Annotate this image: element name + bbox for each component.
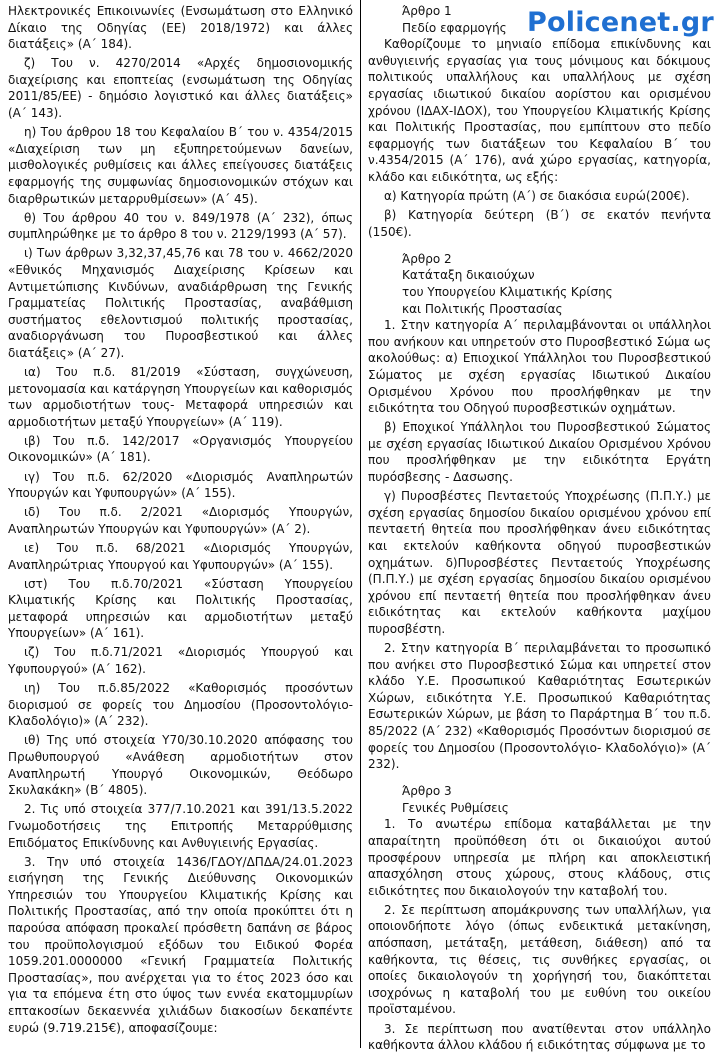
left-column (8, 3, 353, 1039)
article-3-number: Άρθρο 3 (402, 784, 452, 799)
paragraph: 3. Σε περίπτωση που ανατίθενται στον υπάλληλο καθήκοντα άλλου κλάδου ή ειδικότητας σύμφωνα με το (368, 1021, 711, 1053)
article-2-title: Κατάταξη δικαιούχων (402, 268, 535, 283)
paragraph: β) Εποχικοί Υπάλληλοι του Πυροσβεστικού Σώματος με σχέση εργασίας Ιδιωτικού Δικαίου Ορισμένου Χρόνου που προσλήφθηκαν με την ειδικότητα Εργάτη πυρόσβεσης - Δασωσης. (368, 420, 711, 485)
paragraph: ια) Του π.δ. 81/2019 «Σύσταση, συγχώνευση, μετονομασία και κατάργηση Υπουργείων και καθορισμός των αρμοδιοτήτων τους- Μεταφορά υπηρεσιών και αρμοδιοτήτων μεταξύ Υπουργείων» (Α΄ 119). (8, 364, 353, 429)
paragraph: 1. Το ανωτέρω επίδομα καταβάλλεται με την απαραίτητη προϋπόθεση ότι οι δικαιούχοι αυτού προσφέρουν υπηρεσία με πλήρη και αποκλειστική απασχόληση στους χώρους, στους κλάδους, στις ειδικότητες που δικαιολογούν την καταβολή του. (368, 817, 711, 898)
right-column (368, 3, 711, 1056)
article-2-number: Άρθρο 2 (402, 251, 452, 266)
column-divider (360, 0, 361, 1048)
paragraph: ιστ) Του π.δ.70/2021 «Σύσταση Υπουργείου Κλιματικής Κρίσης και Πολιτικής Προστασίας, μεταφορά υπηρεσιών και αρμοδιοτήτων μεταξύ Υπουργείων» (Α΄ 161). (8, 576, 353, 641)
paragraph: θ) Του άρθρου 40 του ν. 849/1978 (Α΄ 232), όπως συμπληρώθηκε με το άρθρο 8 του ν. 2129/1993 (Α΄ 57). (8, 210, 353, 242)
article-2-title-line: και Πολιτικής Προστασίας (402, 301, 563, 316)
paragraph: 2. Τις υπό στοιχεία 377/7.10.2021 και 391/13.5.2022 Γνωμοδοτήσεις της Επιτροπής Μεταρρύθμισης Επιδόματος Επικίνδυνης και Ανθυγιεινής Εργασίας. (8, 802, 353, 850)
paragraph: ιη) Του π.δ.85/2022 «Καθορισμός προσόντων διορισμού σε φορείς του Δημοσίου (Προσοντολόγιο-Κλαδολόγιο)» (Α΄ 232). (8, 681, 353, 729)
article-3-title: Γενικές Ρυθμίσεις (402, 800, 509, 815)
paragraph: η) Του άρθρου 18 του Κεφαλαίου Β΄ του ν. 4354/2015 «Διαχείριση των μη εξυπηρετούμενων δανείων, μισθολογικές ρυθμίσεις και άλλες επείγουσες διατάξεις εφαρμογής της συμφωνίας δημοσιονομικών στόχων και διαρθρωτικών μεταρρυθμίσεων» (Α΄ 45). (8, 125, 353, 206)
paragraph: 2. Σε περίπτωση απομάκρυνσης των υπαλλήλων, για οποιονδήποτε λόγο (όπως ενδεικτικά μετακίνηση, απόσπαση, μετάταξη, μετάθεση, διάθεση) από τα καθήκοντα, τις θέσεις, τις συνθήκες εργασίας, οι οποίες δικαιολογούν τη χορήγησή του, διακόπτεται ισοχρόνως η καταβολή του με ευθύνη του οικείου προϊσταμένου. (368, 902, 711, 1017)
paragraph: α) Κατηγορία πρώτη (Α΄) σε διακόσια ευρώ(200€). (384, 189, 690, 204)
paragraph: γ) Πυροσβέστες Πενταετούς Υποχρέωσης (Π.Π.Υ.) με σχέση εργασίας δημοσίου δικαίου ορισμένου χρόνου επί πενταετή θητεία που προσλήφθηκαν άνευ ειδικότητας και εκτελούν καθήκοντα οδηγού πυροσβεστικών οχημάτων. δ)Πυροσβέστες Πενταετούς Υποχρέωσης (Π.Π.Υ.) με σχέση εργασίας δημοσίου δικαίου ορισμένου χρόνου επί πενταετή θητεία που προσλήφθηκαν άνευ ειδικότητας και εκτελούν καθήκοντα μαχίμου πυροσβέστη. (368, 489, 711, 636)
paragraph: ιε) Του π.δ. 68/2021 «Διορισμός Υπουργών, Αναπληρώτριας Υπουργού και Υφυπουργών» (Α΄ 155). (8, 540, 353, 572)
paragraph: ιθ) Της υπό στοιχεία Υ70/30.10.2020 απόφασης του Πρωθυπουργού «Ανάθεση αρμοδιοτήτων στον Αναπληρωτή Υπουργό Οικονομικών, Θεόδωρο Σκυλακάκη» (Β΄ 4805). (8, 733, 353, 798)
paragraph: β) Κατηγορία δεύτερη (Β΄) σε εκατόν πενήντα (150€). (368, 208, 711, 239)
paragraph: ιδ) Του π.δ. 2/2021 «Διορισμός Υπουργών, Αναπληρωτών Υπουργών και Υφυπουργών» (Α΄ 2). (8, 505, 353, 536)
paragraph: 2. Στην κατηγορία Β΄ περιλαμβάνεται το προσωπικό που ανήκει στο Πυροσβεστικό Σώμα και υπηρετεί στον κλάδο Υ.Ε. Προσωπικού Καθαριότητας Εσωτερικών Χώρων, ειδικότητα Υ.Ε. Προσωπικού Καθαριότητας Εσωτερικών Χώρων, με βάση το Παράρτημα Β΄ του π.δ. 85/2022 (Α΄ 232) «Καθορισμός Προσόντων διορισμού σε φορείς του Δημοσίου (Προσοντολόγιο- Κλαδολόγιο)» (Α΄ 232). (368, 640, 711, 772)
paragraph: ιζ) Του π.δ.71/2021 «Διορισμός Υπουργού και Υφυπουργού» (Α΄ 162). (8, 645, 353, 677)
article-1-title: Πεδίο εφαρμογής (402, 20, 507, 35)
paragraph: 1. Στην κατηγορία Α΄ περιλαμβάνονται οι υπάλληλοι που ανήκουν και υπηρετούν στο Πυροσβεστικό Σώμα ως ακολούθως: α) Επιοχικοί Υπάλληλοι του Πυροσβεστικού Σώματος με σχέση εργασίας Ιδιωτικού Δικαίου Ορισμένου Χρόνου που προσλήφθηκαν με την ειδικότητα του Οδηγού πυροσβεστικών οχημάτων. (368, 318, 711, 416)
paragraph: Καθορίζουμε το μηνιαίο επίδομα επικίνδυνης και ανθυγιεινής εργασίας για τους μόνιμους και δόκιμους πολιτικούς υπαλλήλους και υπαλλήλους με σχέση εργασίας ιδιωτικού δικαίου αορίστου και ορισμένου χρόνου (ΙΔΑΧ-ΙΔΟΧ), του Υπουργείου Κλιματικής Κρίσης και Πολιτικής Προστασίας, που εμπίπτουν στο πεδίο εφαρμογής των διατάξεων του Κεφαλαίου Β΄ του ν.4354/2015 (Α΄ 176), ανά χώρο εργασίας, κατηγορία, κλάδο και ειδικότητα, ως εξής: (368, 37, 711, 184)
paragraph: 3. Την υπό στοιχεία 1436/ΓΔΟΥ/ΔΠΔΑ/24.01.2023 εισήγηση της Γενικής Διεύθυνσης Οικονομικών Υπηρεσιών του Υπουργείου Κλιματικής Κρίσης και Πολιτικής Προστασίας, από την οποία προκύπτει ότι η παρούσα απόφαση προκαλεί πρόσθετη δαπάνη σε βάρος του προϋπολογισμού εξόδων του Ειδικού Φορέα 1059.201.0000000 «Γενική Γραμματεία Πολιτικής Προστασίας», που ανέρχεται για το έτος 2023 όσο και για τα επόμενα έτη στο ύψος των εννέα εκατομμυρίων επτακοσίων δεκαεννέα χιλιάδων διακοσίων δεκαπέντε ευρώ (9.719.215€), αποφασίζουμε: (8, 854, 353, 1035)
paragraph: ιβ) Του π.δ. 142/2017 «Οργανισμός Υπουργείου Οικονομικών» (Α΄ 181). (8, 433, 353, 465)
article-1-number: Άρθρο 1 (402, 4, 452, 18)
paragraph: Ηλεκτρονικές Επικοινωνίες (Ενσωμάτωση στο Ελληνικό Δίκαιο της Οδηγίας (ΕΕ) 2018/1972) και άλλες διατάξεις» (Α΄ 184). (8, 4, 353, 52)
paragraph: ι) Των άρθρων 3,32,37,45,76 και 78 του ν. 4662/2020 «Εθνικός Μηχανισμός Διαχείρισης Κρίσεων και Αντιμετώπισης Κινδύνων, αναδιάρθρωση της Γενικής Γραμματείας Πολιτικής Προστασίας, αναβάθμιση συστήματος εθελοντισμού πολιτικής προστασίας, αναδιοργάνωση του Πυροσβεστικού και άλλες διατάξεις» (Α΄ 27). (8, 246, 353, 360)
paragraph: ζ) Του ν. 4270/2014 «Αρχές δημοσιονομικής διαχείρισης και εποπτείας (ενσωμάτωση της Οδηγίας 2011/85/ΕΕ) - δημόσιο λογιστικό και άλλες διατάξεις» (Α΄ 143). (8, 56, 353, 121)
article-2-title-line: του Υπουργείου Κλιματικής Κρίσης (402, 285, 613, 299)
article-2 (368, 251, 711, 773)
article-3 (368, 783, 711, 1054)
policenet-logo: Policenet.gr (527, 7, 714, 38)
paragraph: ιγ) Του π.δ. 62/2020 «Διορισμός Αναπληρωτών Υπουργών και Υφυπουργών» (Α΄ 155). (8, 469, 353, 501)
